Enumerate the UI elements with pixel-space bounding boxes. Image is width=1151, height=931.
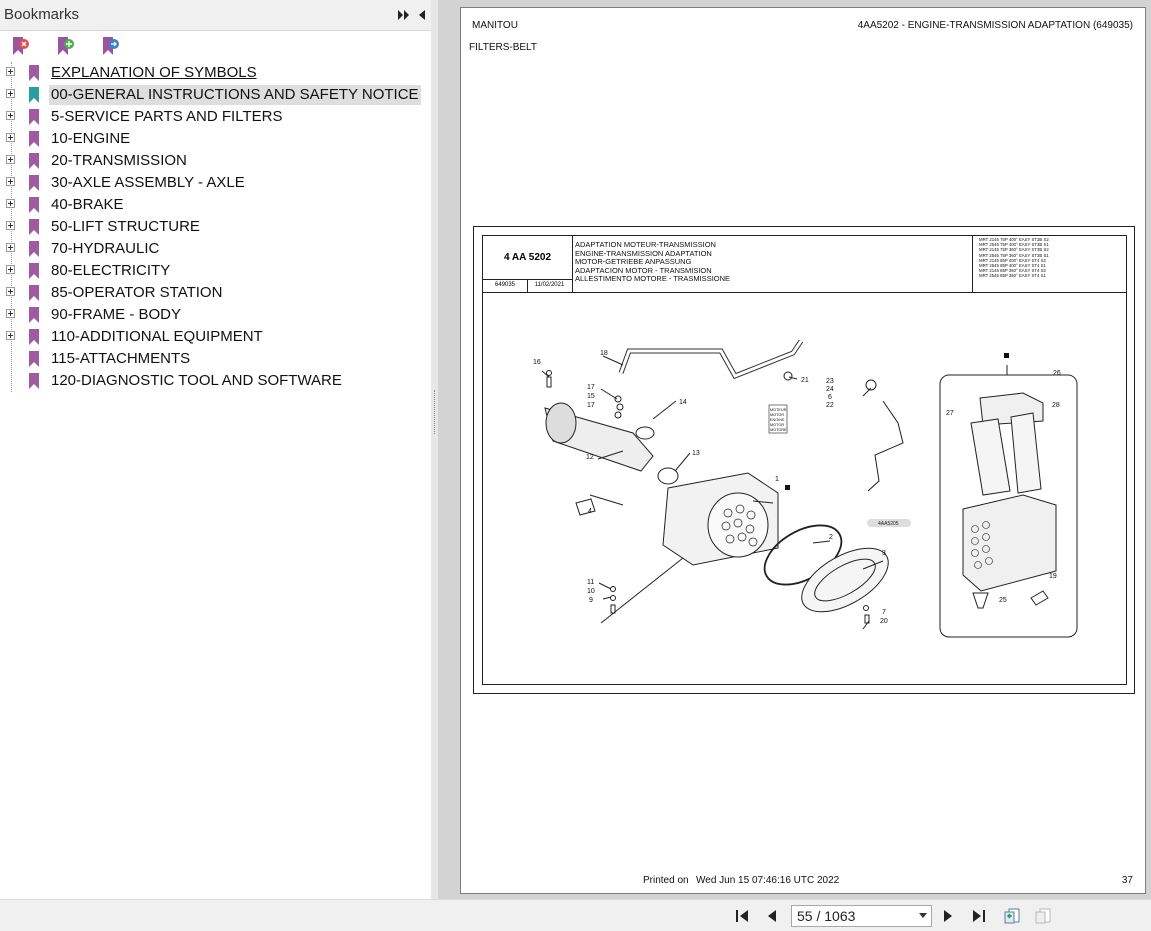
- splitter-grip[interactable]: [434, 390, 436, 434]
- bookmark-label[interactable]: 110-ADDITIONAL EQUIPMENT: [51, 328, 263, 345]
- motor-label-line: MOTOR: [770, 423, 785, 427]
- expand-icon[interactable]: [6, 331, 15, 340]
- callout-23: 23: [826, 378, 834, 385]
- ref-tag: 4AA5205: [878, 521, 899, 527]
- callout-27: 27: [946, 410, 954, 417]
- goto-bookmark-icon[interactable]: [99, 35, 121, 57]
- drawing-title-block: [483, 236, 1126, 293]
- bookmark-icon: [28, 196, 40, 214]
- callout-13: 13: [692, 450, 700, 457]
- motor-label-line: MOTORE: [770, 428, 787, 432]
- callout-9: 9: [589, 597, 593, 604]
- bookmark-icon: [28, 372, 40, 390]
- pdf-page: [460, 7, 1146, 894]
- page-header-brand: MANITOU: [472, 20, 518, 31]
- bookmark-icon: [28, 284, 40, 302]
- drawing-code: 4 AA 5202: [483, 236, 573, 280]
- model-line: MRT 2545 85P 400° EASY ST4 S1: [979, 263, 1046, 269]
- description-line: MOTOR-GETRIEBE ANPASSUNG: [575, 257, 692, 266]
- callout-25: 25: [999, 597, 1007, 604]
- bookmark-label[interactable]: 40-BRAKE: [51, 196, 124, 213]
- bookmark-icon: [28, 108, 40, 126]
- expand-icon[interactable]: [6, 155, 15, 164]
- bookmark-item[interactable]: [0, 62, 431, 84]
- description-line: ENGINE-TRANSMISSION ADAPTATION: [575, 248, 712, 258]
- bookmark-item[interactable]: [0, 260, 431, 282]
- bookmark-item[interactable]: [0, 304, 431, 326]
- parts-drawing-frame: [473, 226, 1135, 694]
- bookmark-icon: [28, 64, 40, 82]
- bookmark-icon: [28, 174, 40, 192]
- bookmark-label[interactable]: 70-HYDRAULIC: [51, 240, 160, 257]
- bookmark-item[interactable]: [0, 348, 431, 370]
- bookmark-item[interactable]: [0, 326, 431, 348]
- bookmark-label[interactable]: 115-ATTACHMENTS: [51, 350, 191, 367]
- motor-label-line: MOTOR: [770, 413, 785, 417]
- drawing-descriptions: [575, 241, 965, 284]
- callout-15: 15: [587, 393, 595, 400]
- description-line: ADAPTACION MOTOR - TRANSMISION: [575, 265, 712, 275]
- expand-icon[interactable]: [6, 89, 15, 98]
- expand-icon[interactable]: [6, 177, 15, 186]
- motor-label-line: MOTEUR: [770, 408, 787, 412]
- callout-6: 6: [828, 394, 832, 401]
- add-bookmark-icon[interactable]: [54, 35, 76, 57]
- drawing-date: 11/02/2021: [527, 279, 573, 292]
- bookmark-icon: [28, 306, 40, 324]
- callout-24: 24: [826, 386, 834, 393]
- printed-on-label: Printed on: [643, 875, 689, 886]
- parts-drawing: [482, 235, 1127, 685]
- previous-view-icon[interactable]: [1003, 907, 1021, 925]
- page-header-title: 4AA5202 - ENGINE-TRANSMISSION ADAPTATION (649035): [857, 20, 1133, 31]
- next-view-icon[interactable]: [1034, 907, 1052, 925]
- bookmark-list: [0, 62, 431, 392]
- callout-22: 22: [826, 402, 834, 409]
- bookmark-icon: [28, 328, 40, 346]
- motor-label-line: ENGINE: [770, 418, 785, 422]
- bookmark-label[interactable]: 5-SERVICE PARTS AND FILTERS: [51, 108, 283, 125]
- bookmarks-header: [0, 0, 431, 31]
- model-line: MRT 2145 75P 360° EASY ST3B S2: [979, 247, 1049, 253]
- bookmark-label[interactable]: 85-OPERATOR STATION: [51, 284, 223, 301]
- bookmark-item[interactable]: [0, 84, 431, 106]
- drawing-models: [979, 237, 1049, 279]
- callout-10: 10: [587, 588, 595, 595]
- bookmark-icon: [28, 152, 40, 170]
- callout-2: 2: [829, 534, 833, 541]
- expand-icon[interactable]: [6, 287, 15, 296]
- callout-16: 16: [533, 359, 541, 366]
- bookmarks-panel: [0, 0, 431, 899]
- bookmark-item[interactable]: [0, 128, 431, 150]
- page-navigation-bar: [0, 899, 1151, 931]
- bookmark-label[interactable]: 50-LIFT STRUCTURE: [51, 218, 200, 235]
- bookmark-label[interactable]: EXPLANATION OF SYMBOLS: [51, 64, 257, 81]
- model-line: MRT 2545 75P 360° EASY ST3B S1: [979, 252, 1049, 258]
- callout-1: 1: [775, 476, 779, 483]
- bookmark-label[interactable]: 90-FRAME - BODY: [51, 306, 182, 323]
- callout-20: 20: [880, 618, 888, 625]
- panel-splitter[interactable]: [431, 0, 438, 899]
- bookmark-icon: [28, 240, 40, 258]
- first-page-icon[interactable]: [733, 907, 751, 925]
- expand-icon[interactable]: [6, 221, 15, 230]
- marker-square: [1004, 353, 1009, 358]
- model-line: MRT 2145 75P 400° EASY ST3B S2: [979, 237, 1049, 242]
- expand-icon[interactable]: [6, 111, 15, 120]
- printed-date: Wed Jun 15 07:46:16 UTC 2022: [696, 875, 840, 886]
- model-line: MRT 2545 75P 400° EASY ST3B S1: [979, 242, 1049, 248]
- expand-icon[interactable]: [6, 67, 15, 76]
- bookmark-icon: [28, 262, 40, 280]
- drawing-ref: 649035: [483, 279, 528, 292]
- callout-28: 28: [1052, 402, 1060, 409]
- next-page-icon[interactable]: [939, 907, 957, 925]
- callout-7: 7: [882, 609, 886, 616]
- expand-icon[interactable]: [6, 133, 15, 142]
- bookmark-item[interactable]: [0, 194, 431, 216]
- bookmark-label[interactable]: 10-ENGINE: [51, 130, 131, 147]
- expand-icon[interactable]: [6, 243, 15, 252]
- model-line: MRT 2145 85P 360° EASY ST4 S2: [979, 268, 1046, 274]
- model-line: MRT 2145 85P 400° EASY ST4 S2: [979, 257, 1046, 263]
- callout-26: 26: [1053, 370, 1061, 377]
- bookmark-item[interactable]: [0, 172, 431, 194]
- page-section-title: FILTERS-BELT: [469, 42, 537, 53]
- callout-17b: 17: [587, 402, 595, 409]
- expand-icon[interactable]: [6, 199, 15, 208]
- bookmark-label[interactable]: 20-TRANSMISSION: [51, 152, 187, 169]
- description-line: ADAPTATION MOTEUR-TRANSMISSION: [575, 240, 716, 249]
- callout-14: 14: [679, 399, 687, 406]
- bookmark-label[interactable]: 120-DIAGNOSTIC TOOL AND SOFTWARE: [51, 372, 342, 389]
- bookmark-item[interactable]: [0, 282, 431, 304]
- bookmark-icon: [28, 218, 40, 236]
- collapse-panel-icon[interactable]: [416, 8, 428, 22]
- previous-page-icon[interactable]: [763, 907, 781, 925]
- bookmark-label[interactable]: 80-ELECTRICITY: [51, 262, 171, 279]
- callout-3: 3: [882, 550, 886, 557]
- callout-19: 19: [1049, 573, 1057, 580]
- bookmark-icon: [28, 130, 40, 148]
- expand-icon[interactable]: [6, 309, 15, 318]
- bookmark-item[interactable]: [0, 370, 431, 392]
- bookmark-item[interactable]: [0, 150, 431, 172]
- exploded-parts-diagram: [483, 293, 1126, 684]
- callout-11: 11: [587, 579, 595, 586]
- model-line: MRT 2545 85P 360° EASY ST4 S1: [979, 273, 1046, 279]
- callout-18: 18: [600, 350, 608, 357]
- chevron-down-icon[interactable]: [918, 912, 928, 920]
- bookmark-label[interactable]: 30-AXLE ASSEMBLY - AXLE: [51, 174, 245, 191]
- callout-17: 17: [587, 384, 595, 391]
- page-number-field[interactable]: [797, 908, 909, 924]
- description-line: ALLESTIMENTO MOTORE - TRASMISSIONE: [575, 274, 731, 283]
- expand-icon[interactable]: [6, 265, 15, 274]
- bookmark-icon: [28, 350, 40, 368]
- bookmark-item[interactable]: [0, 238, 431, 260]
- last-page-icon[interactable]: [970, 907, 988, 925]
- bookmark-icon: [28, 86, 40, 104]
- page-selector[interactable]: [791, 905, 932, 927]
- callout-21: 21: [801, 377, 809, 384]
- bookmark-item[interactable]: [0, 106, 431, 128]
- callout-12: 12: [586, 454, 594, 461]
- bookmarks-title: Bookmarks: [4, 6, 80, 23]
- delete-bookmark-icon[interactable]: [9, 35, 31, 57]
- bookmark-item[interactable]: [0, 216, 431, 238]
- marker-square: [785, 485, 790, 490]
- bookmark-label[interactable]: 00-GENERAL INSTRUCTIONS AND SAFETY NOTICE: [51, 86, 419, 103]
- drawing-models-box: [972, 236, 1127, 292]
- page-number: 37: [1121, 875, 1133, 886]
- expand-panel-icon[interactable]: [397, 8, 411, 22]
- callout-4: 4: [588, 508, 592, 515]
